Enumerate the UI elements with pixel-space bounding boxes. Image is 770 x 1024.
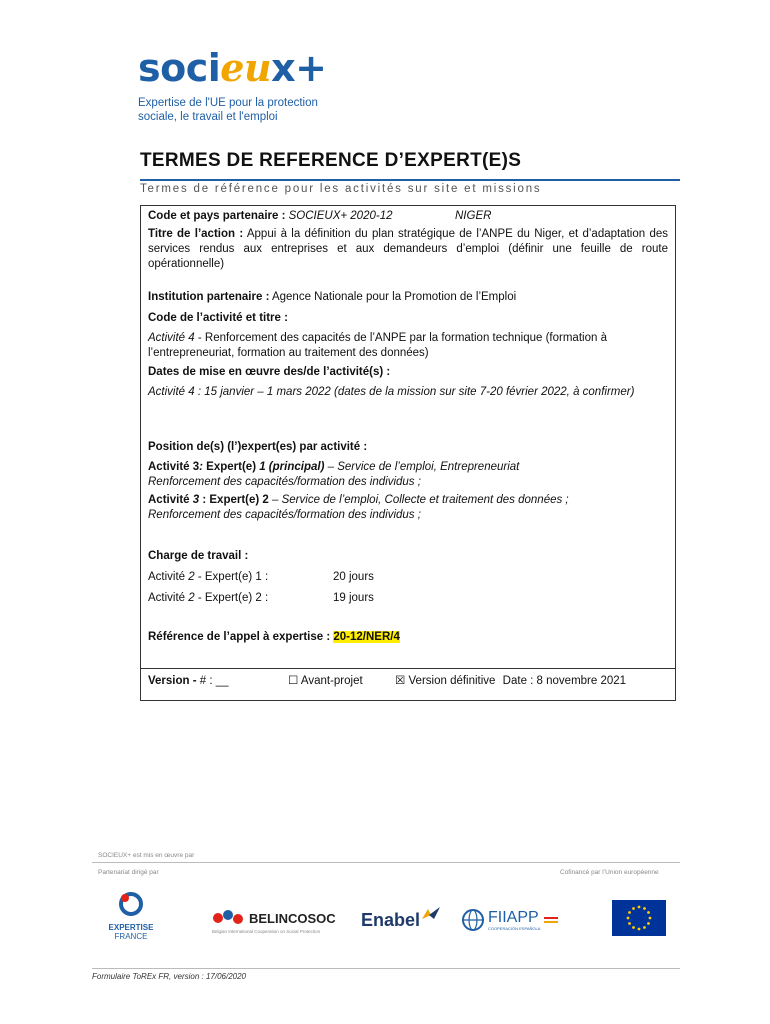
expertise-france-icon: [116, 892, 146, 918]
belincosoc-icon: [212, 908, 246, 928]
pos1-principal: 1 (principal): [259, 461, 325, 473]
reference-row: [148, 630, 400, 645]
version-number: # : __: [196, 675, 229, 687]
institution-row: [148, 290, 516, 305]
final-option[interactable]: [395, 674, 626, 689]
code-value: SOCIEUX+ 2020-12: [288, 210, 393, 222]
socieux-logo: [138, 45, 398, 124]
fiiapp-logo: [461, 908, 558, 932]
dates-text: Activité 4 : 15 janvier – 1 mars 2022 (dates de la mission sur site 7-20 février 2022, à confirmer): [148, 386, 635, 398]
dates-label: Dates de mise en œuvre des/de l’activité(s) :: [148, 366, 391, 378]
draft-checkbox[interactable]: ☐: [288, 675, 299, 687]
work2-b: 2: [188, 592, 195, 604]
action-block: [148, 227, 668, 272]
footer-rule-bottom: [92, 968, 680, 969]
cooperation-icon: [544, 915, 558, 925]
expertise-france-logo: [104, 892, 158, 941]
enabel-logo: [361, 905, 442, 931]
work1-label: [148, 570, 268, 585]
pos2-line2: Renforcement des capacités/formation des individus ;: [148, 509, 421, 521]
eu-flag: [612, 900, 666, 941]
logo-prefix: soci: [138, 46, 221, 90]
code-row: [148, 209, 393, 224]
title-rule: [140, 179, 680, 181]
eu-flag-icon: [612, 900, 666, 936]
footer-rule-top: [92, 862, 680, 863]
implemented-by: SOCIEUX+ est mis en œuvre par: [98, 852, 195, 859]
expertise-line-2: FRANCE: [114, 932, 148, 941]
expertise-line-1: EXPERTISE: [108, 923, 154, 932]
pos1-colon: :: [199, 461, 207, 473]
logo-eu: eu: [220, 45, 272, 90]
draft-label: Avant-projet: [300, 675, 363, 687]
workload-label: Charge de travail :: [148, 550, 249, 562]
position-label: Position de(s) (l’)expert(es) par activité :: [148, 441, 368, 453]
work1-c: - Expert(e) 1 :: [194, 571, 269, 583]
pos2-expert: : Expert(e) 2: [199, 494, 269, 506]
belincosoc-sub: Belgian International Cooperation on Social Protection: [212, 929, 321, 934]
position-1: [148, 460, 668, 490]
pos1-service: – Service de l’emploi, Entrepreneuriat: [324, 461, 520, 473]
document-title: TERMES DE REFERENCE D’EXPERT(E)S: [140, 150, 522, 171]
work2-label: [148, 591, 268, 606]
logo-suffix: x+: [271, 46, 327, 90]
pos2-service: – Service de l’emploi, Collecte et traitement des données ;: [268, 494, 569, 506]
activity-prefix: Activité 4: [148, 332, 195, 344]
reference-label: Référence de l’appel à expertise :: [148, 631, 331, 643]
belincosoc-name: BELINCOSOC: [249, 910, 336, 926]
fiiapp-sub: COOPERACIÓN ESPAÑOLA: [488, 926, 541, 931]
institution-label: Institution partenaire :: [148, 291, 270, 303]
tagline-line-2: sociale, le travail et l'emploi: [138, 111, 278, 123]
version-divider: [140, 668, 676, 669]
logo-wordmark: [138, 45, 398, 90]
partners-label: Partenariat dirigé par: [98, 869, 159, 876]
final-checkbox[interactable]: ☒: [395, 675, 406, 687]
logo-tagline: [138, 96, 398, 124]
enabel-icon: [420, 905, 442, 925]
work2-c: - Expert(e) 2 :: [194, 592, 269, 604]
action-label: Titre de l’action :: [148, 228, 244, 240]
work1-a: Activité: [148, 571, 189, 583]
work1-b: 2: [188, 571, 195, 583]
document-subtitle: Termes de référence pour les activités sur site et missions: [140, 183, 542, 195]
pos2-activity: Activité: [148, 494, 193, 506]
tagline-line-1: Expertise de l'UE pour la protection: [138, 97, 318, 109]
final-label: Version définitive: [408, 675, 496, 687]
action-text: Appui à la définition du plan stratégique de l’ANPE du Niger, et d’adaptation des services rendus aux entreprises et aux demandeurs d’emploi (définir une feuille de route opérationnelle): [148, 228, 668, 270]
work2-a: Activité: [148, 592, 189, 604]
form-version-note: Formulaire ToREx FR, version : 17/06/2020: [92, 972, 246, 981]
cofinanced-label: Cofinancé par l’Union européenne: [560, 869, 659, 876]
version-row: [148, 674, 229, 689]
code-label: Code et pays partenaire :: [148, 210, 286, 222]
fiiapp-globe-icon: [461, 908, 485, 932]
activity-code-label: Code de l’activité et titre :: [148, 312, 288, 324]
position-2: [148, 493, 668, 523]
draft-option[interactable]: [288, 674, 363, 689]
pos2-number: 3: [192, 494, 200, 506]
fiiapp-name: FIIAPP: [488, 909, 539, 926]
pos1-expert: Expert(e): [206, 461, 260, 473]
pos1-line2: Renforcement des capacités/formation des individus ;: [148, 476, 421, 488]
activity-block: [148, 331, 668, 361]
version-label: Version -: [148, 675, 197, 687]
activity-text: - Renforcement des capacités de l’ANPE par la formation technique (formation à l’entrepreneuriat, formation au traitement des données): [148, 332, 607, 359]
belincosoc-logo: [212, 908, 336, 934]
pos1-activity: Activité 3: [148, 461, 200, 473]
enabel-name: Enabel: [361, 910, 421, 930]
institution-value: Agence Nationale pour la Promotion de l’Emploi: [271, 291, 517, 303]
country-value: NIGER: [455, 210, 492, 222]
work1-value: 20 jours: [333, 571, 374, 583]
version-date: Date : 8 novembre 2021: [502, 675, 627, 687]
reference-value: 20-12/NER/4: [333, 631, 400, 643]
work2-value: 19 jours: [333, 592, 374, 604]
